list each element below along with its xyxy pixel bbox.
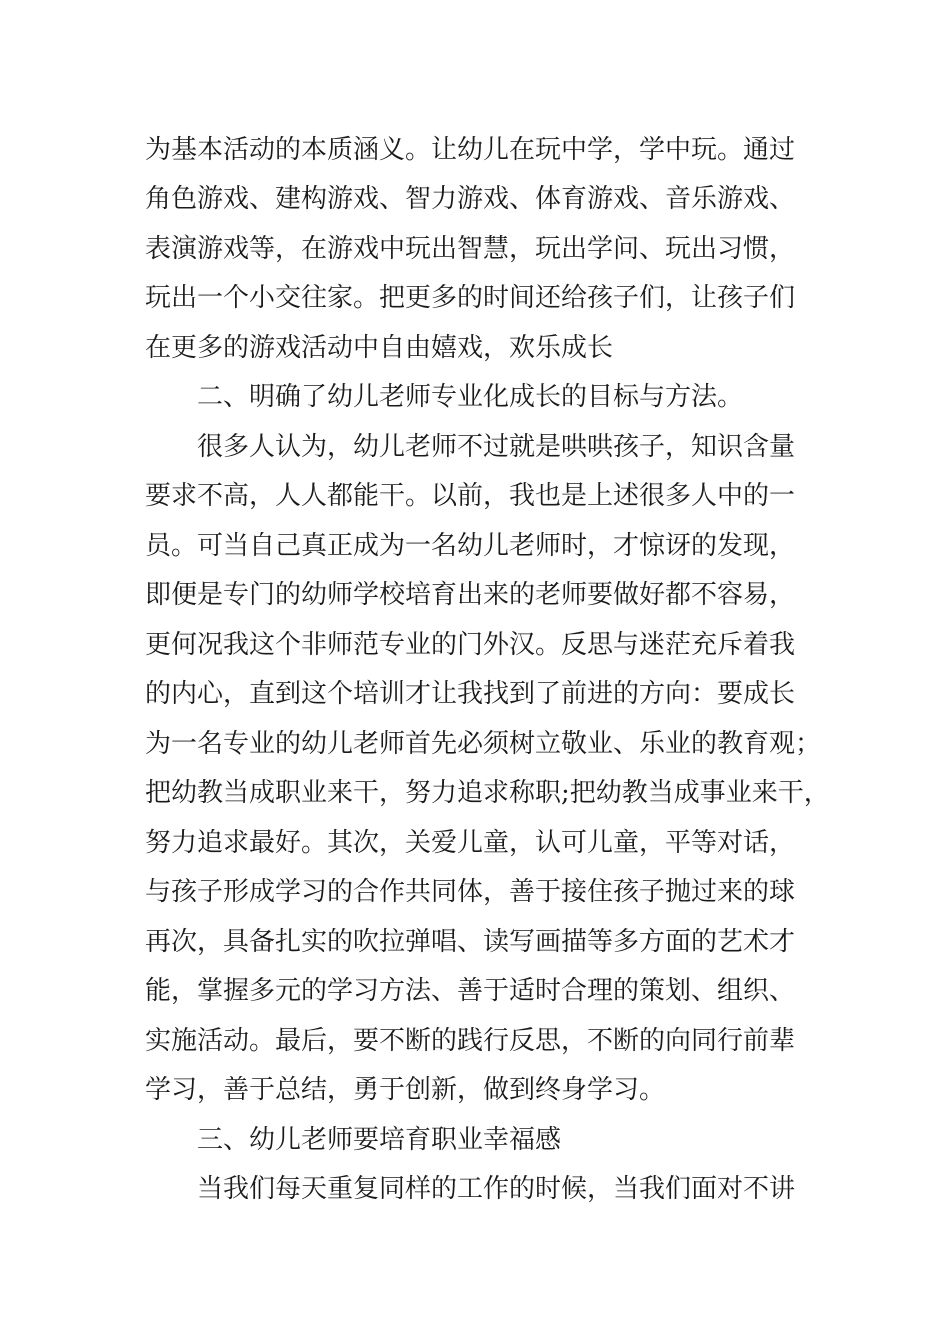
text-line: 更何况我这个非师范专业的门外汉。反思与迷茫充斥着我 (145, 630, 796, 660)
section-heading: 三、幼儿老师要培育职业幸福感 (197, 1125, 562, 1155)
text-line: 再次，具备扎实的吹拉弹唱、读写画描等多方面的艺术才 (145, 927, 796, 957)
text-line: 员。可当自己真正成为一名幼儿老师时，才惊讶的发现， (145, 531, 796, 561)
text-line: 很多人认为，幼儿老师不过就是哄哄孩子，知识含量 (197, 432, 796, 462)
text-line: 即便是专门的幼师学校培育出来的老师要做好都不容易， (145, 580, 796, 610)
text-line: 学习，善于总结，勇于创新，做到终身学习。 (145, 1075, 666, 1105)
text-line: 在更多的游戏活动中自由嬉戏，欢乐成长 (145, 333, 614, 363)
text-line: 表演游戏等，在游戏中玩出智慧，玩出学问、玩出习惯， (145, 234, 796, 264)
text-line: 角色游戏、建构游戏、智力游戏、体育游戏、音乐游戏、 (145, 184, 796, 214)
text-line: 实施活动。最后，要不断的践行反思，不断的向同行前辈 (145, 1026, 796, 1056)
text-line: 要求不高，人人都能干。以前，我也是上述很多人中的一 (145, 481, 796, 511)
text-line: 把幼教当成职业来干，努力追求称职;把幼教当成事业来干， (145, 778, 830, 808)
text-line: 的内心，直到这个培训才让我找到了前进的方向：要成长 (145, 679, 796, 709)
text-line: 与孩子形成学习的合作共同体，善于接住孩子抛过来的球 (145, 877, 796, 907)
text-line: 为基本活动的本质涵义。让幼儿在玩中学，学中玩。通过 (145, 135, 796, 165)
section-heading: 二、明确了幼儿老师专业化成长的目标与方法。 (197, 382, 744, 412)
text-line: 努力追求最好。其次，关爱儿童，认可儿童，平等对话， (145, 828, 796, 858)
text-line: 为一名专业的幼儿老师首先必须树立敬业、乐业的教育观； (145, 729, 822, 759)
text-line: 当我们每天重复同样的工作的时候，当我们面对不讲 (197, 1174, 796, 1204)
text-line: 玩出一个小交往家。把更多的时间还给孩子们，让孩子们 (145, 283, 796, 313)
text-line: 能，掌握多元的学习方法、善于适时合理的策划、组织、 (145, 976, 796, 1006)
